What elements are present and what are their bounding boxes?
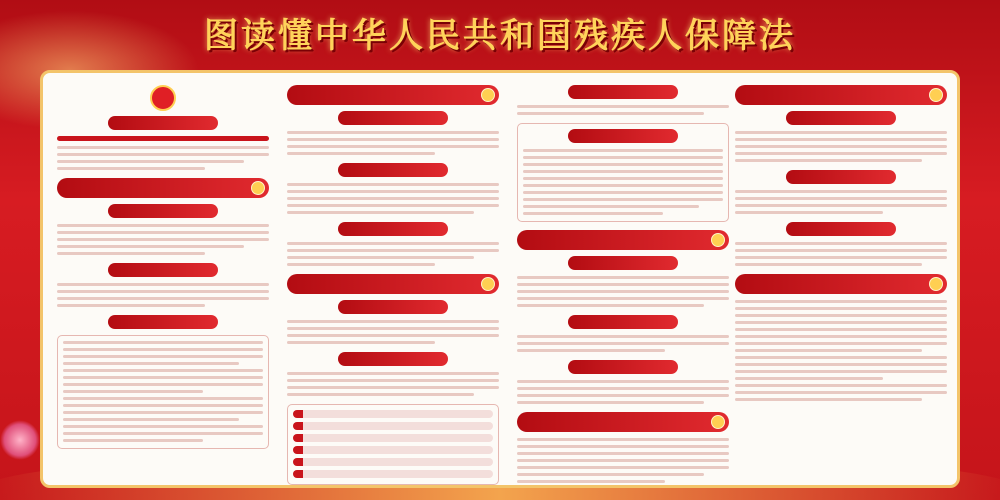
section-header: [57, 178, 269, 198]
section-subheader: [338, 222, 448, 236]
badge-icon: [481, 277, 495, 291]
column-2: [287, 85, 499, 475]
section-subheader: [108, 204, 218, 218]
column-1-intro: [57, 146, 269, 170]
section-header: [517, 412, 729, 432]
badge-icon: [481, 88, 495, 102]
section-subheader: [338, 352, 448, 366]
text-block: [517, 335, 729, 352]
section-subheader: [338, 111, 448, 125]
text-block: [287, 242, 499, 266]
text-block: [287, 320, 499, 344]
badge-icon: [251, 181, 265, 195]
section-subheader: [338, 300, 448, 314]
section-header: [287, 274, 499, 294]
section-subheader: [568, 85, 678, 99]
text-box: [57, 335, 269, 449]
emblem-icon: [150, 85, 176, 111]
section-subheader: [568, 315, 678, 329]
section-subheader: [108, 263, 218, 277]
badge-icon: [711, 415, 725, 429]
list-item: [293, 446, 493, 454]
text-block: [517, 276, 729, 307]
section-subheader: [568, 256, 678, 270]
section-subheader: [338, 163, 448, 177]
text-block: [287, 131, 499, 155]
section-subheader: [786, 170, 896, 184]
bulleted-list: [287, 404, 499, 485]
column-3: [517, 85, 729, 475]
poster-title: 图读懂中华人民共和国残疾人保障法: [204, 16, 796, 56]
text-block: [57, 224, 269, 255]
column-4: [735, 85, 947, 475]
section-header: [517, 230, 729, 250]
section-subheader: [786, 111, 896, 125]
badge-icon: [929, 277, 943, 291]
list-item: [293, 422, 493, 430]
content-panel: [40, 70, 960, 488]
section-subheader: [108, 315, 218, 329]
list-item: [293, 410, 493, 418]
badge-icon: [929, 88, 943, 102]
column-1: [57, 85, 269, 475]
section-header: [735, 274, 947, 294]
text-block: [517, 438, 729, 483]
column-1-subtitle-bar: [57, 136, 269, 141]
text-block: [735, 242, 947, 266]
text-box: [517, 123, 729, 222]
section-subheader: [786, 222, 896, 236]
flower-decoration: [0, 420, 40, 460]
section-header: [287, 85, 499, 105]
list-item: [293, 434, 493, 442]
text-block: [735, 300, 947, 401]
section-header: [735, 85, 947, 105]
badge-icon: [711, 233, 725, 247]
text-block: [57, 283, 269, 307]
section-subheader: [568, 360, 678, 374]
text-block: [517, 105, 729, 115]
text-block: [735, 190, 947, 214]
text-block: [735, 131, 947, 162]
text-block: [517, 380, 729, 404]
column-1-header: [108, 116, 218, 130]
section-subheader: [568, 129, 678, 143]
list-item: [293, 470, 493, 478]
text-block: [287, 183, 499, 214]
text-block: [287, 372, 499, 396]
list-item: [293, 458, 493, 466]
